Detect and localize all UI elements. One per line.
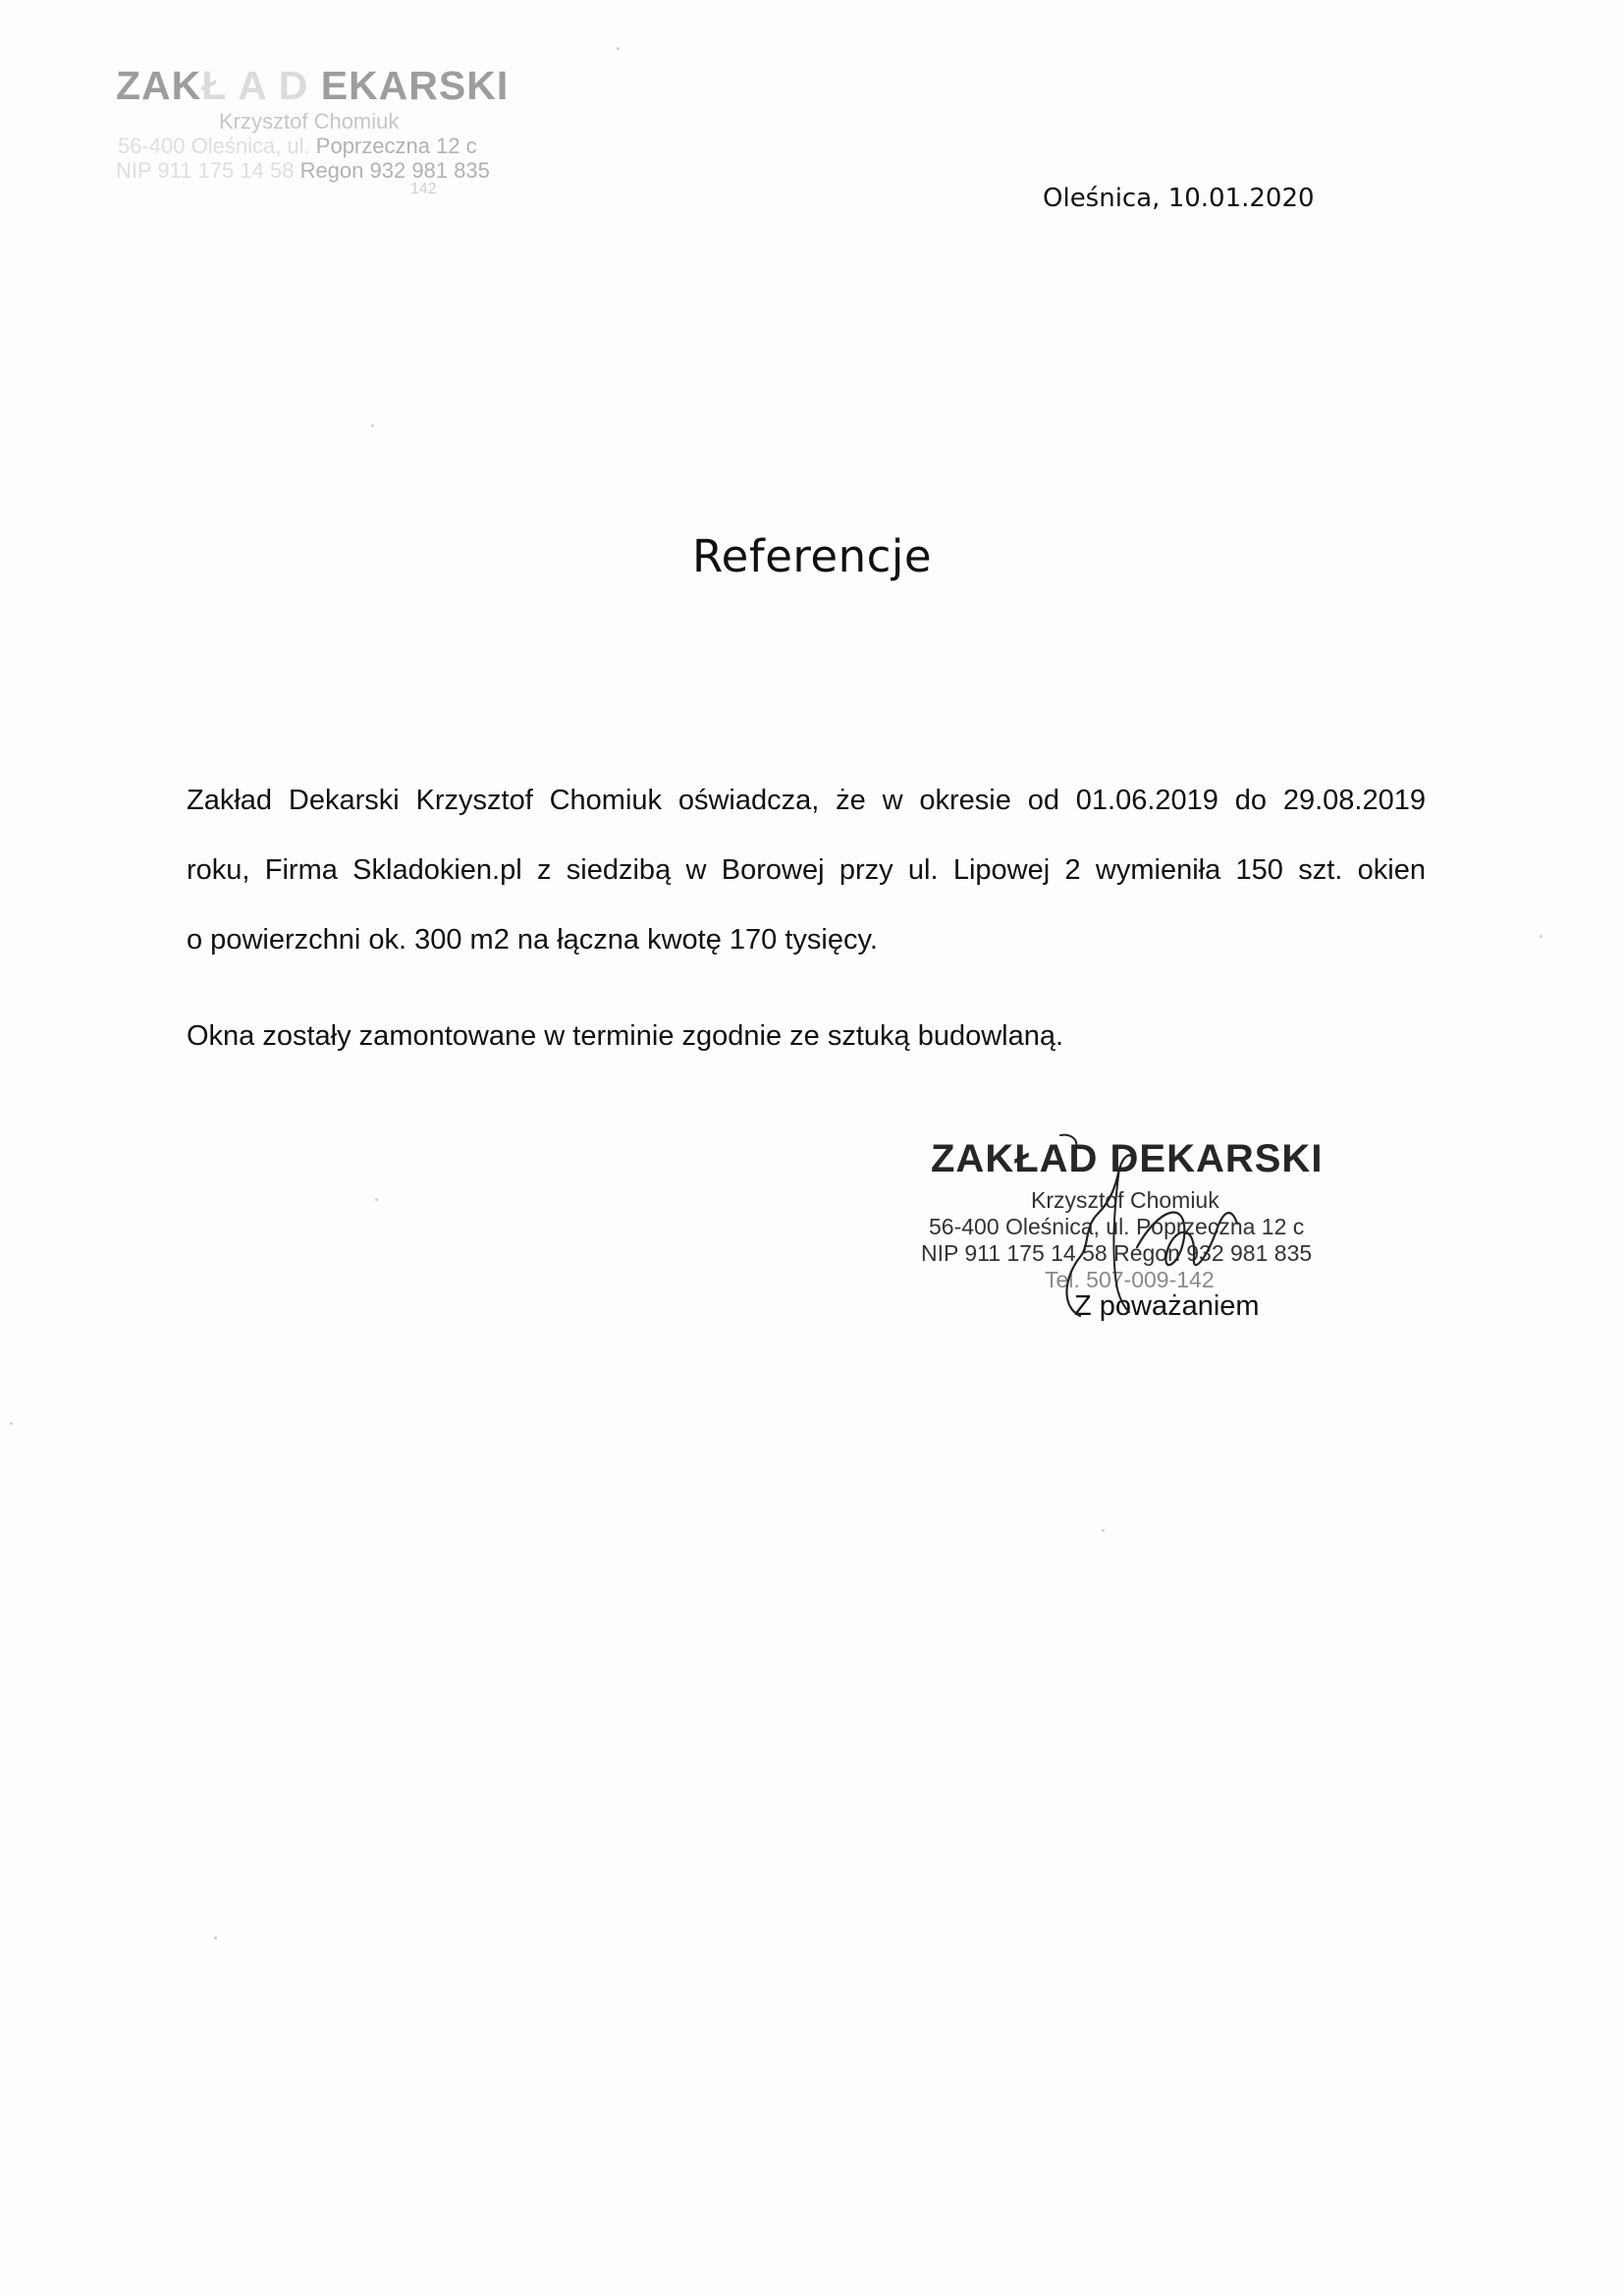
body-line: Zakład Dekarski Krzysztof Chomiuk oświadcza, że w okresie od 01.06.2019 do 29.08.2019 [187, 785, 1426, 816]
scan-speck [617, 47, 620, 50]
footer-stamp-ids: NIP 911 175 14 58 Regon 932 981 835 [921, 1240, 1313, 1266]
scan-speck [10, 1422, 13, 1425]
document-title: Referencje [691, 530, 933, 582]
handwritten-signature [1021, 1129, 1276, 1326]
header-stamp-phone-fragment: 142 [410, 181, 437, 197]
body-paragraph-2: Okna zostały zamontowane w terminie zgodnie ze sztuką budowlaną. [187, 1020, 1064, 1052]
document-body [187, 766, 1426, 1071]
place-and-date: Oleśnica, 10.01.2020 [1043, 184, 1315, 213]
scan-speck [375, 1198, 378, 1201]
footer-stamp-phone: Tel. 507-009-142 [1045, 1267, 1215, 1292]
scan-speck [371, 424, 374, 427]
scan-speck [214, 1937, 217, 1940]
header-stamp-owner: Krzysztof Chomiuk [219, 109, 400, 134]
header-stamp-address: 56-400 Oleśnica, ul. Poprzeczna 12 c [118, 134, 477, 158]
body-line: o powierzchni ok. 300 m2 na łączna kwotę 170 tysięcy. [187, 924, 878, 956]
body-line: roku, Firma Skladokien.pl z siedzibą w Borowej przy ul. Lipowej 2 wymieniła 150 szt. okien [187, 854, 1426, 886]
footer-stamp-title: ZAKŁAD DEKARSKI [931, 1137, 1324, 1180]
body-paragraph-1 [187, 766, 1426, 975]
scan-speck [1102, 1529, 1105, 1532]
header-stamp-ids: NIP 911 175 14 58 Regon 932 981 835 [116, 158, 490, 183]
footer-stamp-owner: Krzysztof Chomiuk [1031, 1187, 1219, 1213]
scan-speck [1540, 935, 1543, 938]
footer-stamp-address: 56-400 Oleśnica, ul. Poprzeczna 12 c [929, 1214, 1305, 1239]
closing-phrase: Z poważaniem [1074, 1290, 1260, 1322]
header-company-stamp [116, 63, 568, 196]
header-stamp-title: ZAKŁ A D EKARSKI [116, 63, 510, 108]
